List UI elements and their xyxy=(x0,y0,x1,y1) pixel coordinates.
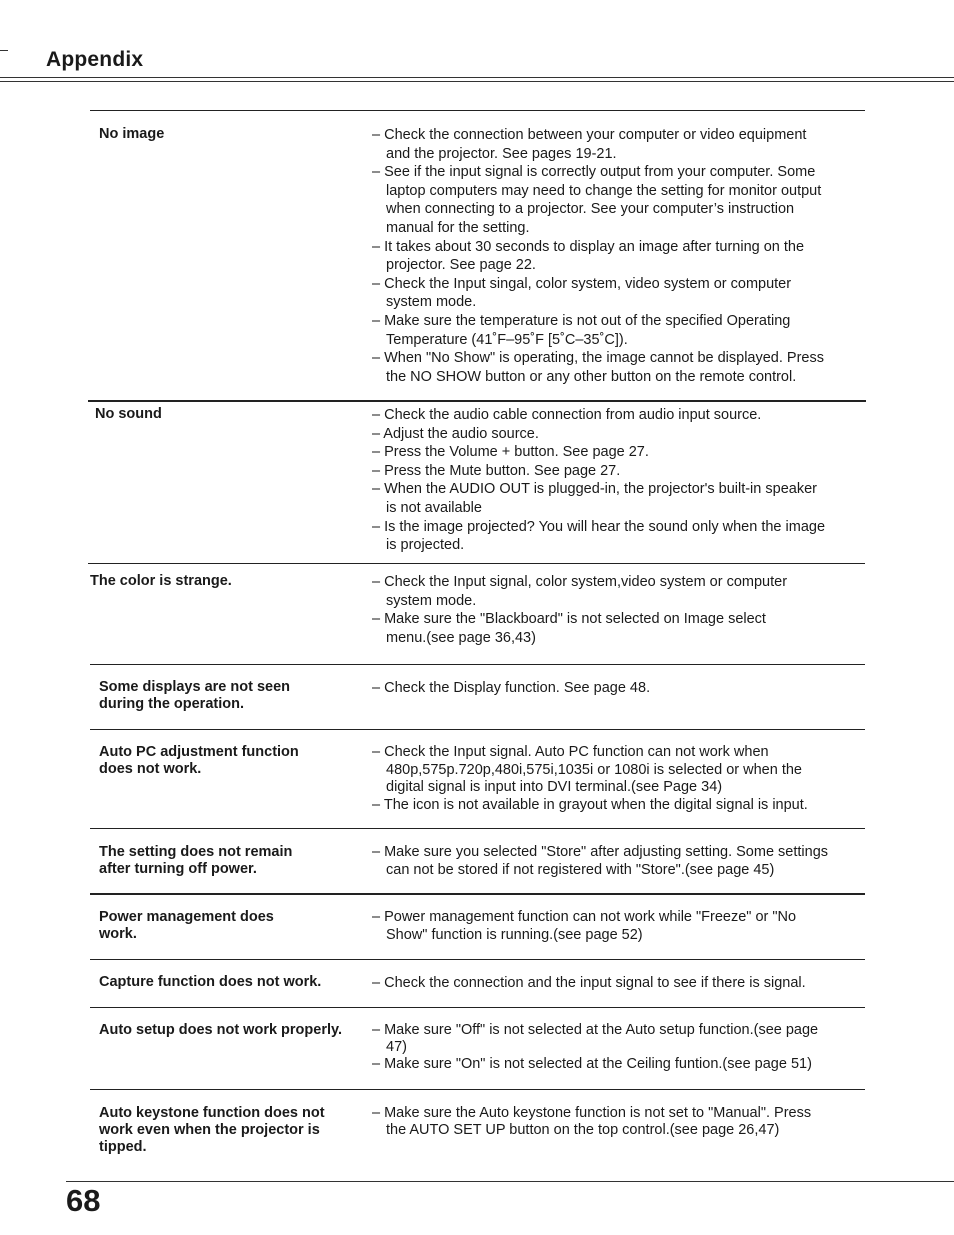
issue-label: The color is strange. xyxy=(90,573,232,589)
remedy-line: and the projector. See pages 19-21. xyxy=(386,145,617,162)
remedy-line: Show" function is running.(see page 52) xyxy=(386,926,643,943)
issue-label-line: work. xyxy=(99,926,137,942)
remedy-list xyxy=(372,909,862,944)
issue-label-line: Some displays are not seen xyxy=(99,679,290,695)
issue-label-line: Power management does xyxy=(99,909,274,925)
issue-label xyxy=(99,1105,369,1156)
issue-label-line: Auto PC adjustment function xyxy=(99,744,299,760)
issue-label-line: The setting does not remain xyxy=(99,844,293,860)
remedy-line: – The icon is not available in grayout when the digital signal is input. xyxy=(372,796,808,813)
issue-label: No image xyxy=(99,126,165,142)
header-mark-line xyxy=(0,50,8,51)
table-rule xyxy=(90,664,865,665)
issue-label xyxy=(99,909,369,943)
remedy-line: laptop computers may need to change the setting for monitor output xyxy=(386,182,822,199)
table-rule xyxy=(90,1089,865,1090)
remedy-list xyxy=(372,1105,862,1139)
footer-rule xyxy=(66,1181,954,1182)
page-number: 68 xyxy=(66,1183,101,1218)
remedy-line: menu.(see page 36,43) xyxy=(386,629,536,646)
table-rule xyxy=(90,959,865,960)
issue-label: Capture function does not work. xyxy=(99,974,322,990)
remedy-list xyxy=(372,406,862,555)
issue-label-line: Auto keystone function does not xyxy=(99,1105,325,1121)
issue-label-line: work even when the projector is xyxy=(99,1122,320,1138)
remedy-line: – It takes about 30 seconds to display an image after turning on the xyxy=(372,238,805,255)
remedy-line: – When the AUDIO OUT is plugged-in, the projector's built-in speaker xyxy=(372,481,817,498)
remedy-line: projector. See page 22. xyxy=(386,257,536,274)
remedy-line: – Make sure the Auto keystone function is not set to "Manual". Press xyxy=(372,1105,812,1121)
remedy-list xyxy=(372,126,862,386)
table-rule xyxy=(90,1007,865,1008)
remedy-line: – Press the Volume + button. See page 27. xyxy=(372,444,649,461)
table-rule xyxy=(90,110,865,111)
remedy-line: – Make sure the "Blackboard" is not selected on Image select xyxy=(372,611,766,628)
remedy-line: digital signal is input into DVI terminal.(see Page 34) xyxy=(386,779,723,795)
remedy-line: can not be stored if not registered with "Store".(see page 45) xyxy=(386,861,775,878)
remedy-line: – Make sure you selected "Store" after adjusting setting. Some settings xyxy=(372,844,829,860)
remedy-list xyxy=(372,974,862,993)
remedy-line: is not available xyxy=(386,499,482,516)
table-rule xyxy=(88,400,866,402)
issue-label xyxy=(99,844,369,878)
remedy-line: – Make sure "On" is not selected at the Ceiling funtion.(see page 51) xyxy=(372,1056,812,1072)
remedy-list xyxy=(372,573,862,647)
remedy-line: – Check the Input signal, color system,video system or computer xyxy=(372,574,788,590)
remedy-line: 47) xyxy=(386,1039,407,1055)
issue-label-line: tipped. xyxy=(99,1139,147,1155)
remedy-line: system mode. xyxy=(386,592,477,609)
remedy-line: – Check the Display function. See page 48. xyxy=(372,680,651,696)
header-rule-bottom xyxy=(0,81,954,82)
remedy-list xyxy=(372,844,862,879)
remedy-line: – Power management function can not work while "Freeze" or "No xyxy=(372,909,797,925)
remedy-line: – See if the input signal is correctly output from your computer. Some xyxy=(372,164,816,181)
remedy-line: manual for the setting. xyxy=(386,219,530,236)
remedy-line: – Check the Input signal. Auto PC function can not work when xyxy=(372,744,769,760)
remedy-line: Temperature (41˚F–95˚F [5˚C–35˚C]). xyxy=(386,331,628,348)
issue-label: No sound xyxy=(95,406,162,422)
remedy-line: system mode. xyxy=(386,294,477,311)
table-rule xyxy=(90,729,865,730)
table-rule xyxy=(88,563,865,564)
remedy-line: when connecting to a projector. See your computer’s instruction xyxy=(386,201,795,218)
section-title: Appendix xyxy=(46,48,144,71)
remedy-line: – Check the connection between your computer or video equipment xyxy=(372,127,807,143)
issue-label xyxy=(99,744,369,778)
remedy-line: the AUTO SET UP button on the top control.(see page 26,47) xyxy=(386,1122,780,1138)
remedy-line: – Adjust the audio source. xyxy=(372,425,539,442)
remedy-list xyxy=(372,679,862,698)
remedy-line: – Is the image projected? You will hear the sound only when the image xyxy=(372,518,826,535)
remedy-line: – Press the Mute button. See page 27. xyxy=(372,462,621,479)
remedy-line: is projected. xyxy=(386,537,465,554)
remedy-line: – Check the audio cable connection from audio input source. xyxy=(372,407,762,423)
remedy-line: the NO SHOW button or any other button on the remote control. xyxy=(386,368,797,385)
remedy-line: – Check the Input singal, color system, video system or computer xyxy=(372,275,792,292)
remedy-line: – When "No Show" is operating, the image cannot be displayed. Press xyxy=(372,350,824,367)
issue-label: Auto setup does not work properly. xyxy=(99,1022,343,1038)
remedy-line: 480p,575p.720p,480i,575i,1035i or 1080i is selected or when the xyxy=(386,761,802,778)
remedy-line: – Make sure "Off" is not selected at the Auto setup function.(see page xyxy=(372,1022,819,1038)
remedy-line: – Make sure the temperature is not out of the specified Operating xyxy=(372,312,791,329)
issue-label-line: does not work. xyxy=(99,761,202,777)
header-rule-top xyxy=(0,77,954,78)
issue-label-line: after turning off power. xyxy=(99,861,257,877)
remedy-list xyxy=(372,1022,862,1073)
remedy-list xyxy=(372,744,862,814)
issue-label-line: during the operation. xyxy=(99,696,244,712)
table-rule xyxy=(90,828,865,829)
table-rule xyxy=(90,893,865,895)
issue-label xyxy=(99,679,369,713)
remedy-line: – Check the connection and the input signal to see if there is signal. xyxy=(372,975,806,991)
